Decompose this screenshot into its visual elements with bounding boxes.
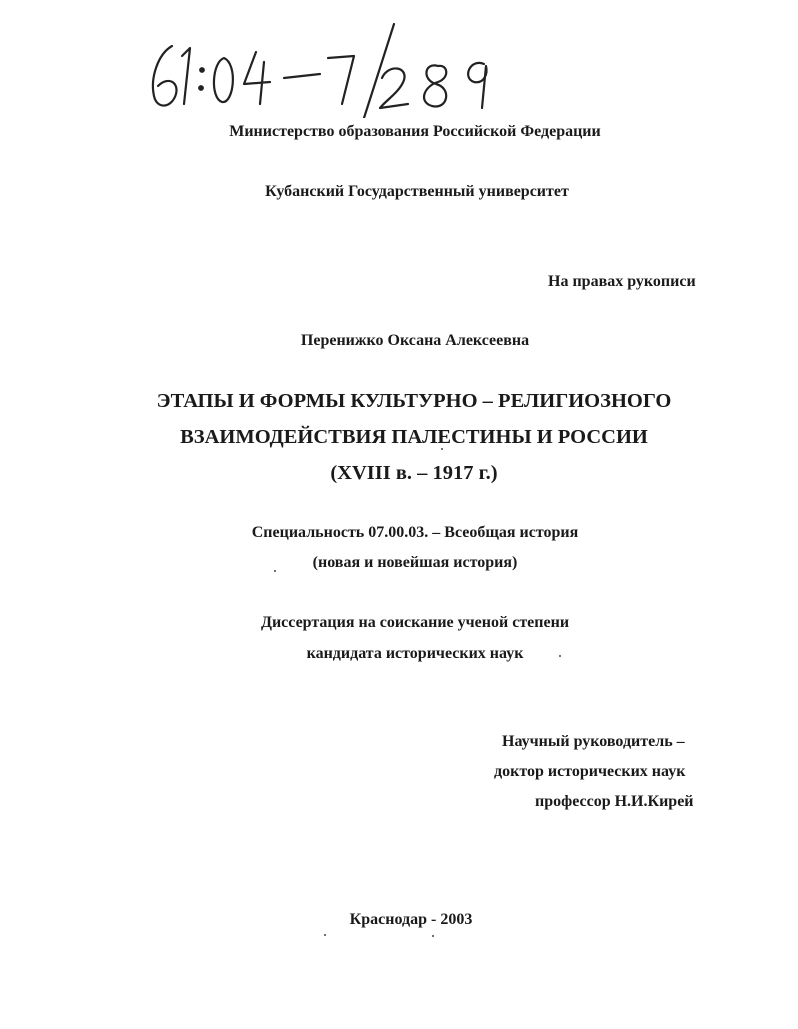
title-line-3: (XVIII в. – 1917 г.) xyxy=(330,462,498,484)
supervisor-name: профессор Н.И.Кирей xyxy=(535,793,694,810)
supervisor-degree: доктор исторических наук xyxy=(494,763,686,780)
university-name: Кубанский Государственный университет xyxy=(265,183,569,200)
scan-speck xyxy=(559,655,561,657)
scan-speck xyxy=(324,934,326,936)
handwritten-archive-code xyxy=(132,18,522,118)
specialty-line-1: Специальность 07.00.03. – Всеобщая история xyxy=(251,524,579,541)
specialty-line-2: (новая и новейшая история) xyxy=(312,554,518,571)
rights-notice: На правах рукописи xyxy=(548,273,696,290)
scan-speck xyxy=(441,448,443,450)
degree-line-1: Диссертация на соискание ученой степени xyxy=(260,614,570,631)
ministry-name: Министерство образования Российской Федерации xyxy=(229,123,601,140)
supervisor-role: Научный руководитель – xyxy=(502,733,685,750)
city-year: Краснодар - 2003 xyxy=(349,911,473,928)
degree-line-2: кандидата исторических наук xyxy=(306,645,524,662)
author-name: Перенижко Оксана Алексеевна xyxy=(300,332,530,349)
title-line-2: ВЗАИМОДЕЙСТВИЯ ПАЛЕСТИНЫ И РОССИИ xyxy=(180,426,648,448)
scan-speck xyxy=(274,570,276,572)
scan-speck xyxy=(432,935,434,937)
title-line-1: ЭТАПЫ И ФОРМЫ КУЛЬТУРНО – РЕЛИГИОЗНОГО xyxy=(156,390,672,412)
